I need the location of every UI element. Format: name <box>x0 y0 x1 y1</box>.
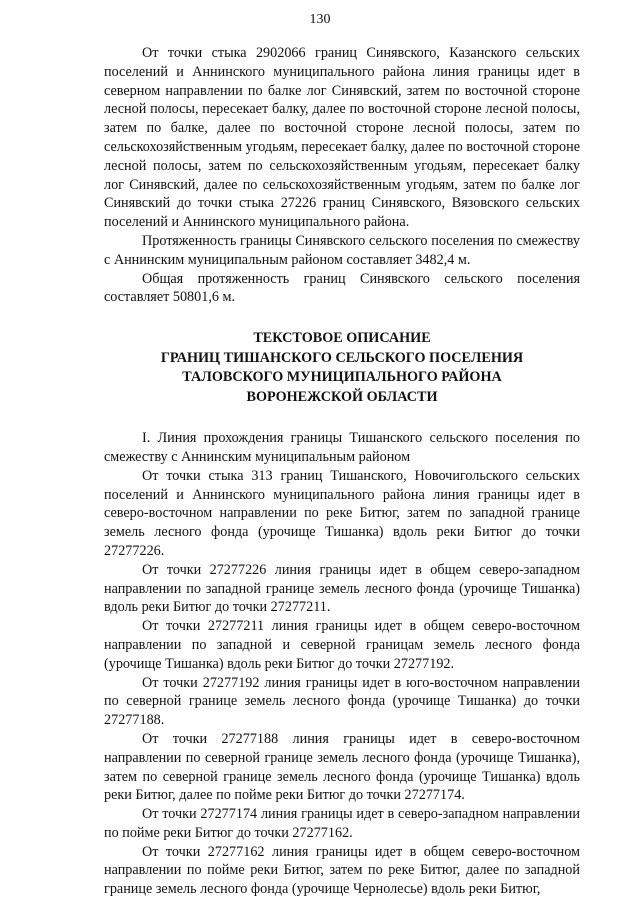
paragraph: От точки 27277211 линия границы идет в общем северо-восточном направлении по западной и северной границам земель лесного фонда (урочище Тишанка) вдоль реки Битюг до точки 27277192. <box>104 618 580 672</box>
heading-line: ВОРОНЕЖСКОЙ ОБЛАСТИ <box>246 388 438 405</box>
paragraph: От точки 27277192 линия границы идет в юго-восточном направлении по северной границе земель лесного фонда (урочище Тишанка) до точки 27277188. <box>104 674 580 729</box>
heading-line: ГРАНИЦ ТИШАНСКОГО СЕЛЬСКОГО ПОСЕЛЕНИЯ <box>160 349 524 366</box>
heading-line: ТАЛОВСКОГО МУНИЦИПАЛЬНОГО РАЙОНА <box>182 369 502 386</box>
paragraph: От точки 27277226 линия границы идет в общем северо-западном направлении по западной границе земель лесного фонда (урочище Тишанка) вдоль реки Битюг до точки 27277211. <box>104 561 580 616</box>
paragraph: Протяженность границы Синявского сельского поселения по смежеству с Аннинским муниципальным районом составляет 3482,4 м. <box>104 232 580 268</box>
paragraph: От точки стыка 2902066 границ Синявского, Казанского сельских поселений и Аннинского муниципального района линия границы идет в северном направлении по балке лог Синявский, затем по восточной стороне лесной полосы, пересекает балку, далее по восточной стороне лесной полосы, затем по балке, далее по восточной стороне лесной полосы, затем по сельскохозяйственным угодьям, пересекает балку, далее по восточной стороне лесной полосы, затем по сельскохозяйственным угодьям, пересекает балку лог Синявский, далее по сельскохозяйственным угодьям, затем по балке лог Синявский до точки стыка 27226 границ Синявского, Вязовского сельских поселений и Аннинского муниципального района. <box>104 45 580 231</box>
paragraph: От точки стыка 313 границ Тишанского, Новочигольского сельских поселений и Аннинского муниципального района линия границы идет в северо-восточном направлении по реке Битюг, затем по западной границе земель лесного фонда (урочище Тишанка) вдоль реки Битюг до точки 27277226. <box>104 467 580 559</box>
document-body <box>104 44 580 899</box>
paragraph: От точки 27277174 линия границы идет в северо-западном направлении по пойме реки Битюг до точки 27277162. <box>104 806 580 841</box>
heading-line: ТЕКСТОВОЕ ОПИСАНИЕ <box>253 330 431 347</box>
paragraph: Общая протяженность границ Синявского сельского поселения составляет 50801,6 м. <box>104 270 580 306</box>
page-number: 130 <box>309 12 331 27</box>
paragraph: От точки 27277162 линия границы идет в общем северо-восточном направлении по пойме реки Битюг, затем по реке Битюг, далее по западной границе земель лесного фонда (урочище Чернолесье) вдоль реки Битюг, <box>104 843 580 898</box>
section-title: I. Линия прохождения границы Тишанского сельского поселения по смежеству с Аннинским муниципальным районом <box>104 430 580 465</box>
section-heading <box>104 329 580 407</box>
paragraph: От точки 27277188 линия границы идет в северо-восточном направлении по северной границе земель лесного фонда (урочище Тишанка), затем по северной границе земель лесного фонда (урочище Тишанка) вдоль реки Битюг, далее по пойме реки Битюг до точки 27277174. <box>104 730 580 804</box>
